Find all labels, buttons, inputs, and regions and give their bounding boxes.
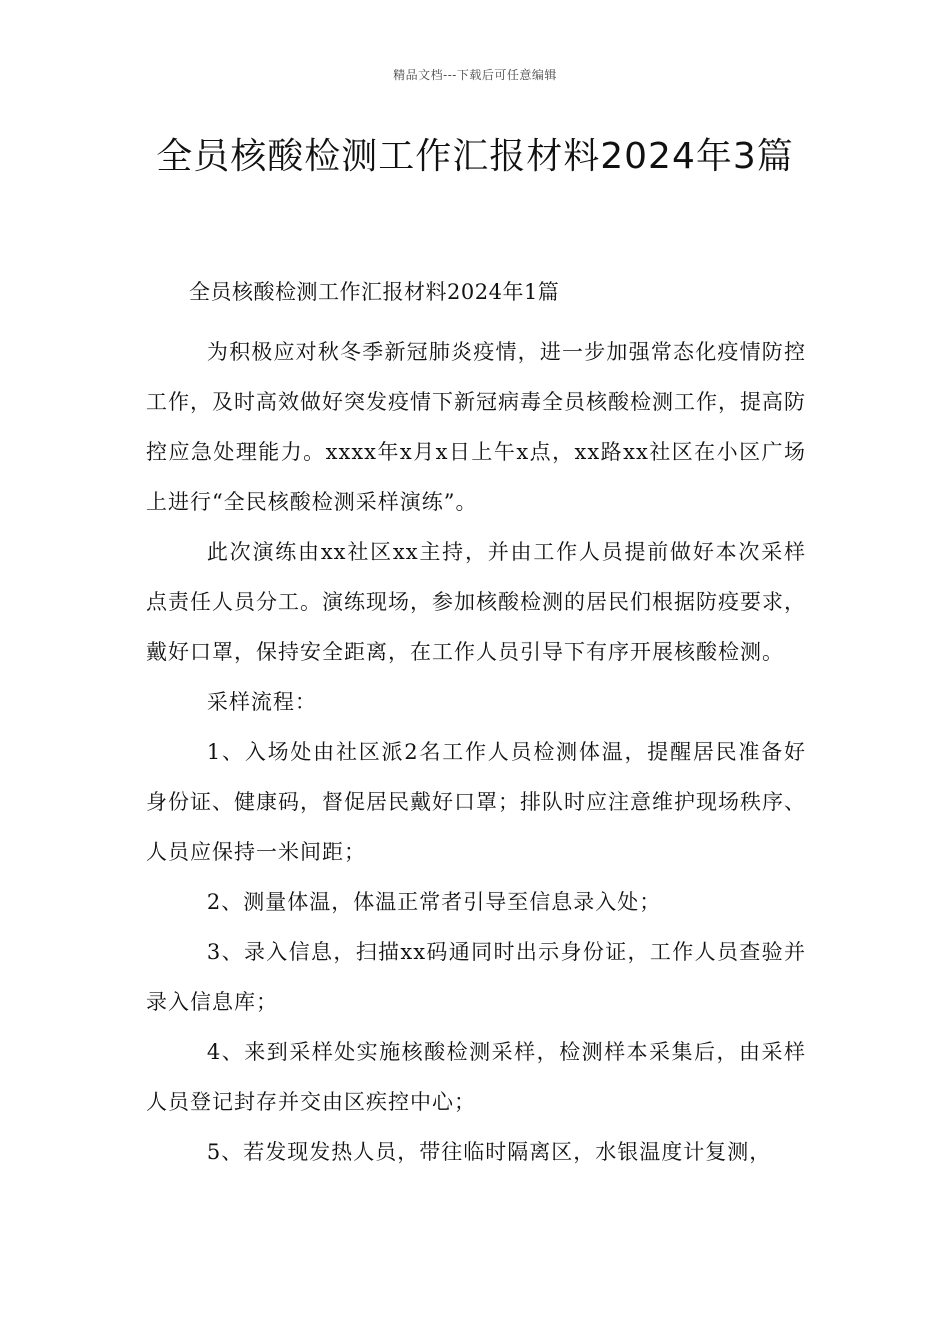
paragraph-step-2: 2、测量体温，体温正常者引导至信息录入处； [206, 890, 662, 914]
document-body [146, 327, 806, 1177]
paragraph-step-5: 5、若发现发热人员，带往临时隔离区，水银温度计复测， [206, 1140, 772, 1164]
document-title: 全员核酸检测工作汇报材料2024年3篇 [156, 136, 794, 177]
paragraph-process-heading: 采样流程： [206, 690, 317, 714]
header-note: 精品文档---下载后可任意编辑 [393, 68, 557, 82]
paragraph-intro: 为积极应对秋冬季新冠肺炎疫情，进一步加强常态化疫情防控工作，及时高效做好突发疫情下新冠病毒全员核酸检测工作，提高防控应急处理能力。xxxx年x月x日上午x点，xx路xx社区在小区广场上进行“全民核酸检测采样演练”。 [146, 340, 806, 514]
paragraph-step-1: 1、入场处由社区派2名工作人员检测体温，提醒居民准备好身份证、健康码，督促居民戴好口罩；排队时应注意维护现场秩序、人员应保持一米间距； [146, 740, 806, 864]
section-subtitle: 全员核酸检测工作汇报材料2024年1篇 [189, 280, 560, 304]
paragraph-step-3: 3、录入信息，扫描xx码通同时出示身份证，工作人员查验并录入信息库； [146, 940, 806, 1014]
paragraph-step-4: 4、来到采样处实施核酸检测采样，检测样本采集后，由采样人员登记封存并交由区疾控中心； [146, 1040, 806, 1114]
paragraph-drill: 此次演练由xx社区xx主持，并由工作人员提前做好本次采样点责任人员分工。演练现场，参加核酸检测的居民们根据防疫要求，戴好口罩，保持安全距离，在工作人员引导下有序开展核酸检测。 [146, 540, 806, 664]
